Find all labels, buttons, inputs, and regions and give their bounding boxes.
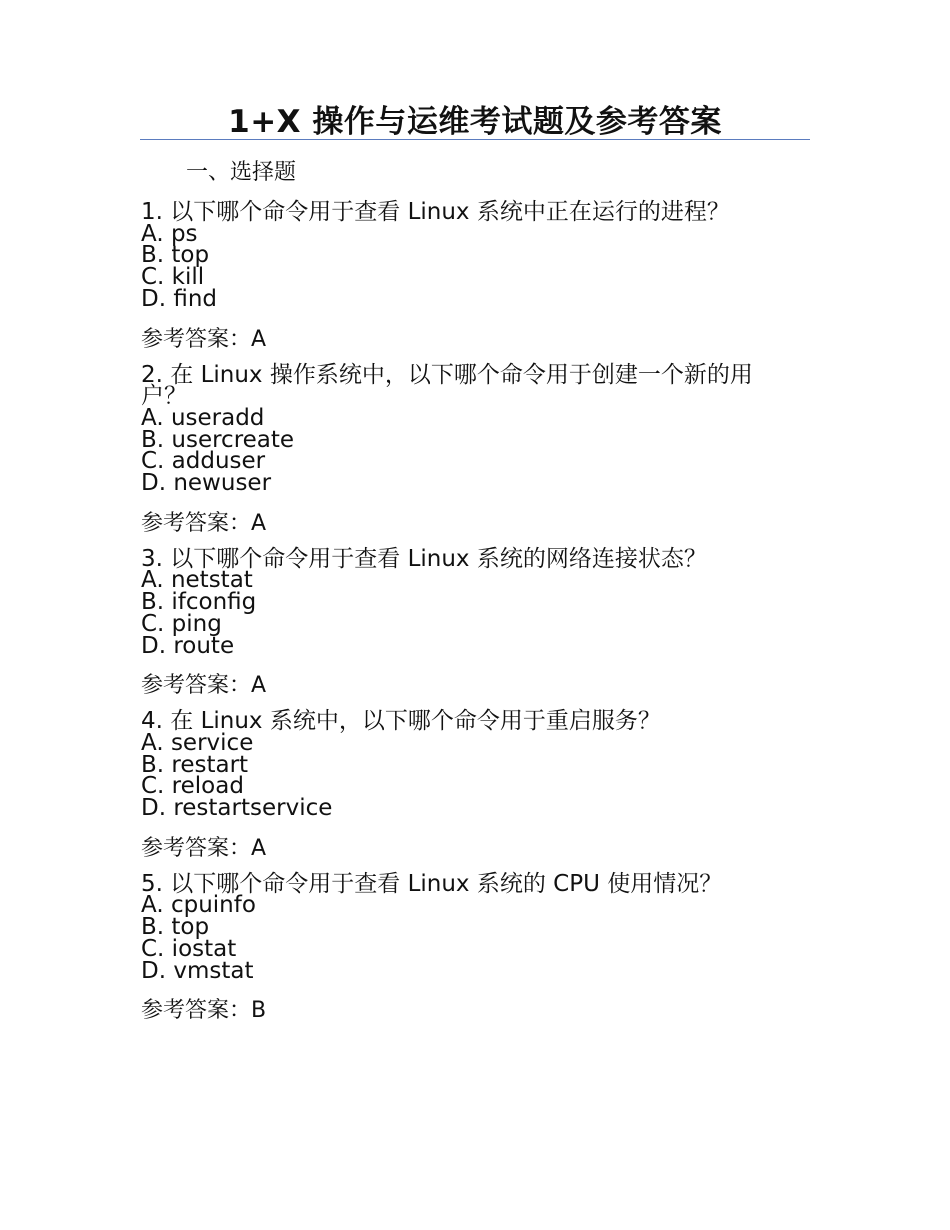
answer-key: 参考答案：B [141, 998, 267, 1024]
question-1 [141, 199, 811, 355]
option-a: A. useradd [141, 404, 265, 431]
option-d: D. restartservice [141, 795, 333, 822]
option-c: C. ping [141, 610, 222, 637]
question-text: 5. 以下哪个命令用于查看 Linux 系统的 CPU 使用情况？ [141, 870, 723, 897]
option-a: A. cpuinfo [141, 892, 256, 919]
question-5 [141, 870, 811, 1027]
option-d: D. vmstat [141, 957, 254, 984]
answer-key: 参考答案：A [141, 835, 267, 861]
question-list [141, 199, 811, 1036]
option-b: B. restart [141, 751, 249, 778]
answer-key: 参考答案：A [141, 673, 267, 699]
question-text: 4. 在 Linux 系统中，以下哪个命令用于重启服务？ [141, 708, 661, 735]
question-3 [141, 545, 811, 702]
option-d: D. route [141, 632, 235, 659]
option-b: B. usercreate [141, 426, 295, 453]
section-heading: 一、选择题 [186, 160, 297, 185]
option-c: C. reload [141, 773, 244, 800]
question-2 [141, 361, 811, 539]
answer-key: 参考答案：A [141, 510, 267, 536]
option-c: C. kill [141, 264, 205, 291]
option-c: C. iostat [141, 935, 237, 962]
option-c: C. adduser [141, 448, 266, 475]
question-text: 2. 在 Linux 操作系统中，以下哪个命令用于创建一个新的用户？ [141, 361, 753, 410]
title-underline [140, 139, 810, 140]
option-a: A. ps [141, 220, 198, 247]
option-b: B. top [141, 914, 210, 941]
option-a: A. service [141, 729, 254, 756]
option-b: B. top [141, 242, 210, 269]
option-d: D. find [141, 285, 217, 312]
question-text: 3. 以下哪个命令用于查看 Linux 系统的网络连接状态？ [141, 545, 707, 572]
option-a: A. netstat [141, 567, 253, 594]
question-4 [141, 708, 811, 864]
answer-key: 参考答案：A [141, 326, 267, 352]
option-d: D. newuser [141, 470, 272, 497]
document-title: 1+X 操作与运维考试题及参考答案 [228, 104, 722, 140]
option-b: B. ifconfig [141, 589, 257, 616]
question-text: 1. 以下哪个命令用于查看 Linux 系统中正在运行的进程？ [141, 199, 730, 225]
